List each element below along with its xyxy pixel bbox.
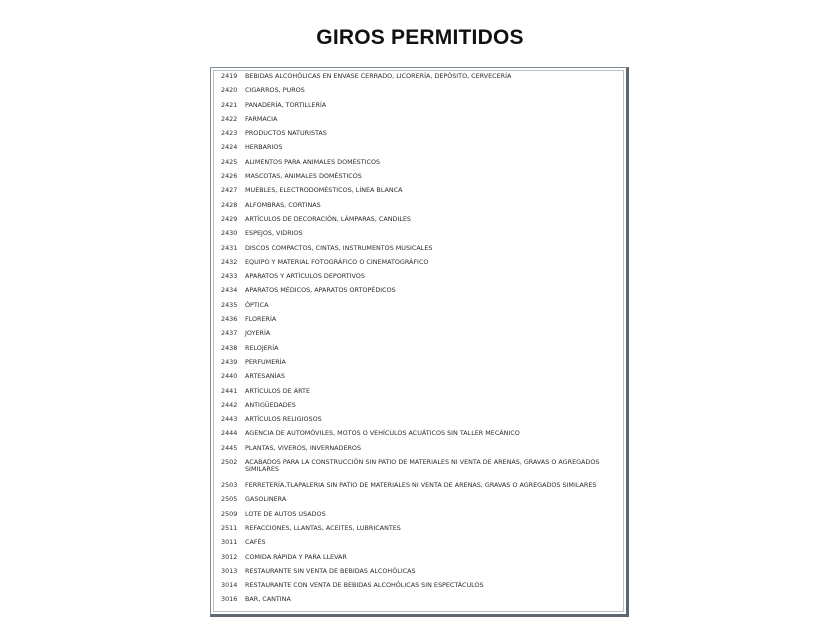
list-item [221, 345, 616, 359]
giro-description: FARMACIA [245, 114, 278, 123]
giro-description: ALIMENTOS PARA ANIMALES DOMÉSTICOS [245, 157, 381, 166]
list-item [221, 496, 616, 510]
giro-description: LOTE DE AUTOS USADOS [245, 509, 326, 518]
giro-code: 2439 [221, 357, 238, 366]
page-title: GIROS PERMITIDOS [316, 26, 524, 49]
giro-description: GASOLINERA [245, 495, 287, 504]
giro-code: 2502 [221, 458, 238, 467]
giro-code: 2419 [221, 72, 238, 80]
list-item [221, 130, 616, 144]
list-item [221, 245, 616, 259]
giro-description: MUEBLES, ELECTRODOMÉSTICOS, LÍNEA BLANCA [245, 186, 403, 195]
giro-code: 2429 [221, 214, 238, 223]
list-item [221, 144, 616, 158]
list-item [221, 287, 616, 301]
giro-description: RESTAURANTE CON VENTA DE BEBIDAS ALCOHÓLICAS SIN ESPECTÁCULOS [245, 581, 484, 590]
giro-description: ARTESANÍAS [245, 372, 285, 381]
giro-description: BEBIDAS ALCOHÓLICAS EN ENVASE CERRADO, LICORERÍA, DEPÓSITO, CERVECERÍA [245, 72, 512, 80]
giro-description: ANTIGÜEDADES [245, 400, 296, 409]
giro-code: 2511 [221, 523, 238, 532]
giro-description: FERRETERÍA,TLAPALERIA SIN PATIO DE MATERIALES NI VENTA DE ARENAS, GRAVAS O AGREGADOS SIMILARES [245, 481, 597, 490]
giro-code: 3013 [221, 566, 238, 575]
giro-description: HERBARIOS [245, 143, 283, 152]
list-item [221, 330, 616, 344]
list-item [221, 373, 616, 387]
giro-description: REFACCIONES, LLANTAS, ACEITES, LUBRICANTES [245, 523, 401, 532]
giro-description: AGENCIA DE AUTOMÓVILES, MOTOS O VEHÍCULOS ACUÁTICOS SIN TALLER MECÁNICO [245, 429, 520, 438]
giro-description: ARTÍCULOS DE ARTE [245, 386, 311, 395]
giro-code: 2424 [221, 143, 238, 152]
list-item [221, 582, 616, 596]
list-item [221, 102, 616, 116]
giro-description: BAR, CANTINA [245, 595, 291, 604]
list-item [221, 116, 616, 130]
giro-code: 2443 [221, 415, 238, 424]
giro-description: ESPEJOS, VIDRIOS [245, 229, 303, 238]
giro-description: ÓPTICA [245, 300, 269, 309]
giro-description: CAFÉS [245, 538, 266, 547]
giro-code: 3016 [221, 595, 238, 604]
giro-code: 2442 [221, 400, 238, 409]
giro-description: FLORERÍA [245, 315, 277, 324]
list-item [221, 187, 616, 201]
giro-code: 2420 [221, 86, 238, 95]
list-item [221, 525, 616, 539]
giro-description: PANADERÍA, TORTILLERÍA [245, 100, 327, 109]
list-item [221, 482, 616, 496]
list-item [221, 445, 616, 459]
giro-description: ARTÍCULOS RELIGIOSOS [245, 415, 322, 424]
giro-code: 2423 [221, 129, 238, 138]
giro-description: APARATOS Y ARTÍCULOS DEPORTIVOS [245, 272, 365, 281]
giro-code: 2435 [221, 300, 238, 309]
giro-description: RELOJERÍA [245, 343, 279, 352]
giro-description: PRODUCTOS NATURISTAS [245, 129, 327, 138]
giro-code: 2421 [221, 100, 238, 109]
list-item [221, 554, 616, 568]
giro-code: 2437 [221, 329, 238, 338]
list-item [221, 459, 616, 482]
giro-code: 2422 [221, 114, 238, 123]
giro-description: ALFOMBRAS, CORTINAS [245, 200, 321, 209]
giro-description: DISCOS COMPACTOS, CINTAS, INSTRUMENTOS MUSICALES [245, 243, 433, 252]
document-frame [210, 67, 629, 617]
list-item [221, 87, 616, 101]
giro-code: 3011 [221, 538, 238, 547]
giro-code: 2503 [221, 481, 238, 490]
giro-code: 2434 [221, 286, 238, 295]
giro-description: CIGARROS, PUROS [245, 86, 305, 95]
giro-code: 3012 [221, 552, 238, 561]
list-item [221, 402, 616, 416]
giros-list [221, 73, 616, 611]
giro-code: 3014 [221, 581, 238, 590]
giro-code: 2428 [221, 200, 238, 209]
giro-code: 2441 [221, 386, 238, 395]
giro-code: 2440 [221, 372, 238, 381]
giro-code: 2432 [221, 257, 238, 266]
giro-description: APARATOS MÉDICOS, APARATOS ORTOPÉDICOS [245, 286, 396, 295]
list-item [221, 539, 616, 553]
giro-code: 2445 [221, 443, 238, 452]
giro-description: PERFUMERÍA [245, 357, 286, 366]
list-item [221, 302, 616, 316]
giro-code: 2505 [221, 495, 238, 504]
giro-description: JOYERÍA [245, 329, 271, 338]
giro-code: 2444 [221, 429, 238, 438]
list-item [221, 316, 616, 330]
giro-description: MASCOTAS, ANIMALES DOMÉSTICOS [245, 172, 362, 181]
giro-description: ACABADOS PARA LA CONSTRUCCIÓN SIN PATIO DE MATERIALES NI VENTA DE ARENAS, GRAVAS O AGREGADOS SIMILARES [245, 458, 600, 474]
giro-code: 2427 [221, 186, 238, 195]
giro-description: EQUIPO Y MATERIAL FOTOGRÁFICO O CINEMATOGRÁFICO [245, 257, 429, 266]
giro-code: 2436 [221, 315, 238, 324]
list-item [221, 216, 616, 230]
giro-description: RESTAURANTE SIN VENTA DE BEBIDAS ALCOHÓLICAS [245, 566, 416, 575]
giro-code: 2425 [221, 157, 238, 166]
list-item [221, 73, 616, 87]
giro-code: 2509 [221, 509, 238, 518]
giro-code: 2430 [221, 229, 238, 238]
giro-description: PLANTAS, VIVEROS, INVERNADEROS [245, 443, 362, 452]
list-item [221, 568, 616, 582]
list-item [221, 159, 616, 173]
list-item [221, 259, 616, 273]
giro-code: 2433 [221, 272, 238, 281]
giro-code: 2426 [221, 172, 238, 181]
list-item [221, 596, 616, 610]
list-item [221, 202, 616, 216]
list-item [221, 230, 616, 244]
giro-code: 2431 [221, 243, 238, 252]
giro-code: 2438 [221, 343, 238, 352]
list-item [221, 430, 616, 444]
list-item [221, 511, 616, 525]
list-item [221, 388, 616, 402]
giro-description: COMIDA RÁPIDA Y PARA LLEVAR [245, 552, 347, 561]
giro-description: ARTÍCULOS DE DECORACIÓN, LÁMPARAS, CANDILES [245, 214, 411, 223]
